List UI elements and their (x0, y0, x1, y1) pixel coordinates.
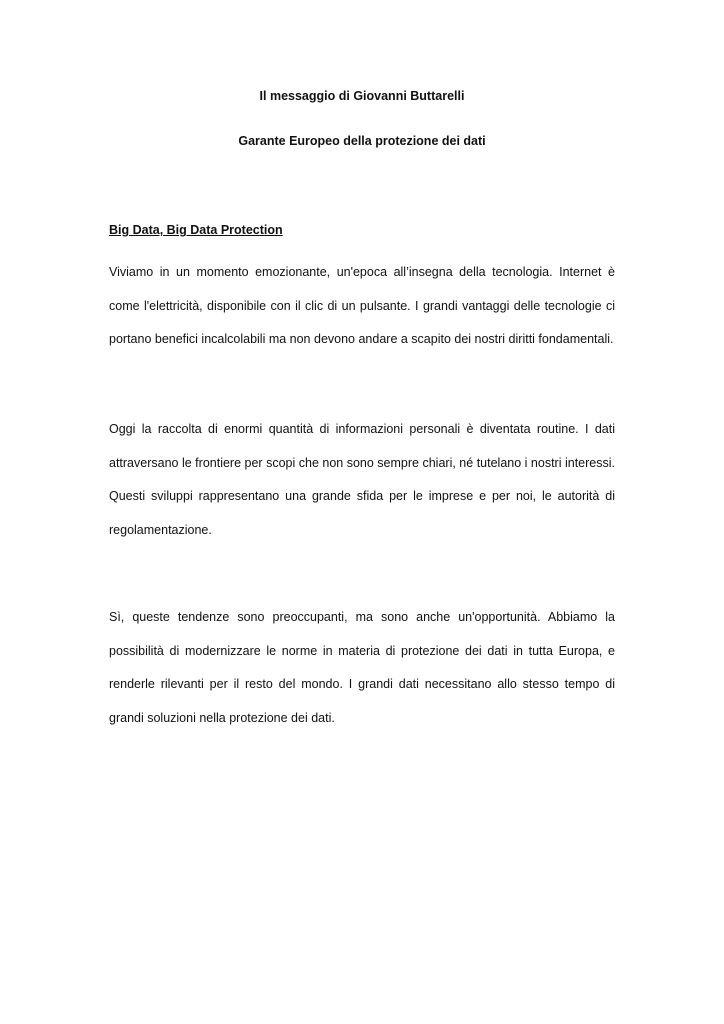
document-title: Il messaggio di Giovanni Buttarelli (259, 89, 465, 103)
body-paragraph: Sì, queste tendenze sono preoccupanti, ma sono anche un'opportunità. Abbiamo la possibilità di modernizzare le norme in materia di protezione dei dati in tutta Europa, e renderle rilevanti per il resto del mondo. I grandi dati necessitano allo stesso tempo di grandi soluzioni nella protezione dei dati. (109, 610, 615, 725)
body-paragraph: Oggi la raccolta di enormi quantità di informazioni personali è diventata routine. I dati attraversano le frontiere per scopi che non sono sempre chiari, né tutelano i nostri interessi. Questi sviluppi rappresentano una grande sfida per le imprese e per noi, le autorità di regolamentazione. (109, 422, 615, 537)
section-heading: Big Data, Big Data Protection (109, 223, 283, 237)
body-paragraph: Viviamo in un momento emozionante, un'epoca all’insegna della tecnologia. Internet è come l'elettricità, disponibile con il clic di un pulsante. I grandi vantaggi delle tecnologie ci portano benefici incalcolabili ma non devono andare a scapito dei nostri diritti fondamentali. (109, 265, 615, 346)
document-subtitle: Garante Europeo della protezione dei dati (238, 134, 486, 148)
